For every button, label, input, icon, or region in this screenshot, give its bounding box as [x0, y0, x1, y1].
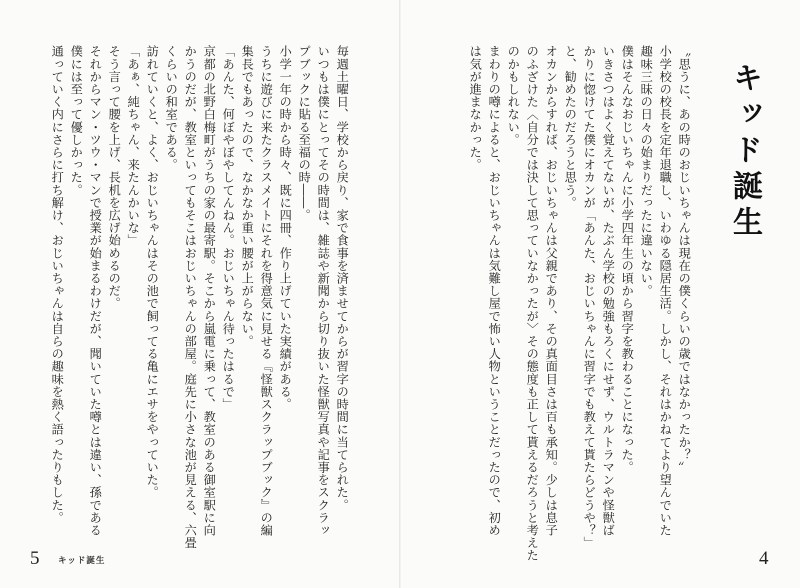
- text-column: 集長でもあったので、なかなか重い腰が上がらない。: [240, 45, 255, 348]
- text-column: いきさつはよく覚えてないが、たぶん学校の勉強もろくにせず、ウルトラマンや怪獣ば: [601, 45, 616, 537]
- text-column: 趣味三昧の日々の始まりだったに違いない。: [639, 45, 654, 297]
- text-column: は気が進まなかった。: [468, 45, 483, 171]
- text-column: 通っていく内にさらに打ち解け、おじいちゃんは自らの趣味を熱く語ったりもした。: [50, 45, 65, 524]
- text-column: プブックに貼る至福の時――。: [297, 45, 312, 222]
- text-column: 小学一年の時から時々、既に四冊、作り上げていた実績がある。: [278, 45, 293, 411]
- text-column: それからマン・ツウ・マンで授業が始まるわけだが、聞いていた噂とは違い、孫である: [88, 45, 103, 537]
- text-column: のかもしれない。: [506, 45, 521, 146]
- text-column: いつもは僕にとってその時間は、雑誌や新聞から切り抜いた怪獣写真や記事をスクラッ: [316, 45, 331, 537]
- book-gutter: [399, 0, 401, 588]
- text-column: 僕には至って優しかった。: [69, 45, 84, 197]
- text-column: くらいの和室である。: [164, 45, 179, 171]
- text-column: のふざけた〈自分では決して思っていなかったが〉その態度も正して貰えるだろうと考えた: [525, 45, 540, 562]
- text-column: 「あんた、何ぼやぼやしてんねん。おじいちゃん待ったはるで」: [221, 45, 236, 411]
- text-column: かうのだが、教室といってもそこはおじいちゃんの部屋。庭先に小さな池が見える、六畳: [183, 45, 198, 549]
- running-head: キッド誕生: [58, 556, 106, 566]
- page-number-right: 4: [759, 548, 769, 569]
- text-column: 訪れていくと、よく、おじいちゃんはその池で飼ってる亀にエサをやっていた。: [145, 45, 160, 499]
- page-number-left: 5: [30, 548, 40, 569]
- text-column: と、勧めたのだろうと思う。: [563, 45, 578, 209]
- text-column: うちに遊びに来たクラスメイトにそれを得意気に見せる『怪獣スクラップブック』の編: [259, 45, 274, 537]
- text-column: 毎週土曜日、学校から戻り、家で食事を済ませてからが習字の時間に当てられた。: [335, 45, 350, 512]
- text-column: まわりの噂によると、おじいちゃんは気難し屋で怖い人物ということだったので、初め: [487, 45, 502, 537]
- text-column: 〝思うに、あの時のおじいちゃんは現在の僕くらいの歳ではなかったか？〟: [677, 45, 692, 474]
- text-column: かりに惚けてた僕にオカンが「あんた、おじいちゃんに習字でも教えて貰たらどうや？」: [582, 45, 597, 549]
- chapter-title: キッド誕生: [727, 62, 762, 242]
- text-column: 小学校の校長を定年退職し、いわゆる隠居生活。しかし、それはかねてより望んでいた: [658, 45, 673, 537]
- text-column: 僕はそんなおじいちゃんに小学四年生の頃から習字を教わることになった。: [620, 45, 635, 474]
- text-column: 「あぁ、純ちゃん、来たんかいな」: [126, 45, 141, 247]
- text-column: 京都の北野白梅町がうちの家の最寄駅。そこから嵐電に乗って、教室のある御室駅に向: [202, 45, 217, 537]
- text-column: そう言って腰を上げ、長机を広げ始めるのだ。: [107, 45, 122, 310]
- text-column: オカンからすれば、おじいちゃんは父親であり、その真面目さは百も承知。少しは息子: [544, 45, 559, 537]
